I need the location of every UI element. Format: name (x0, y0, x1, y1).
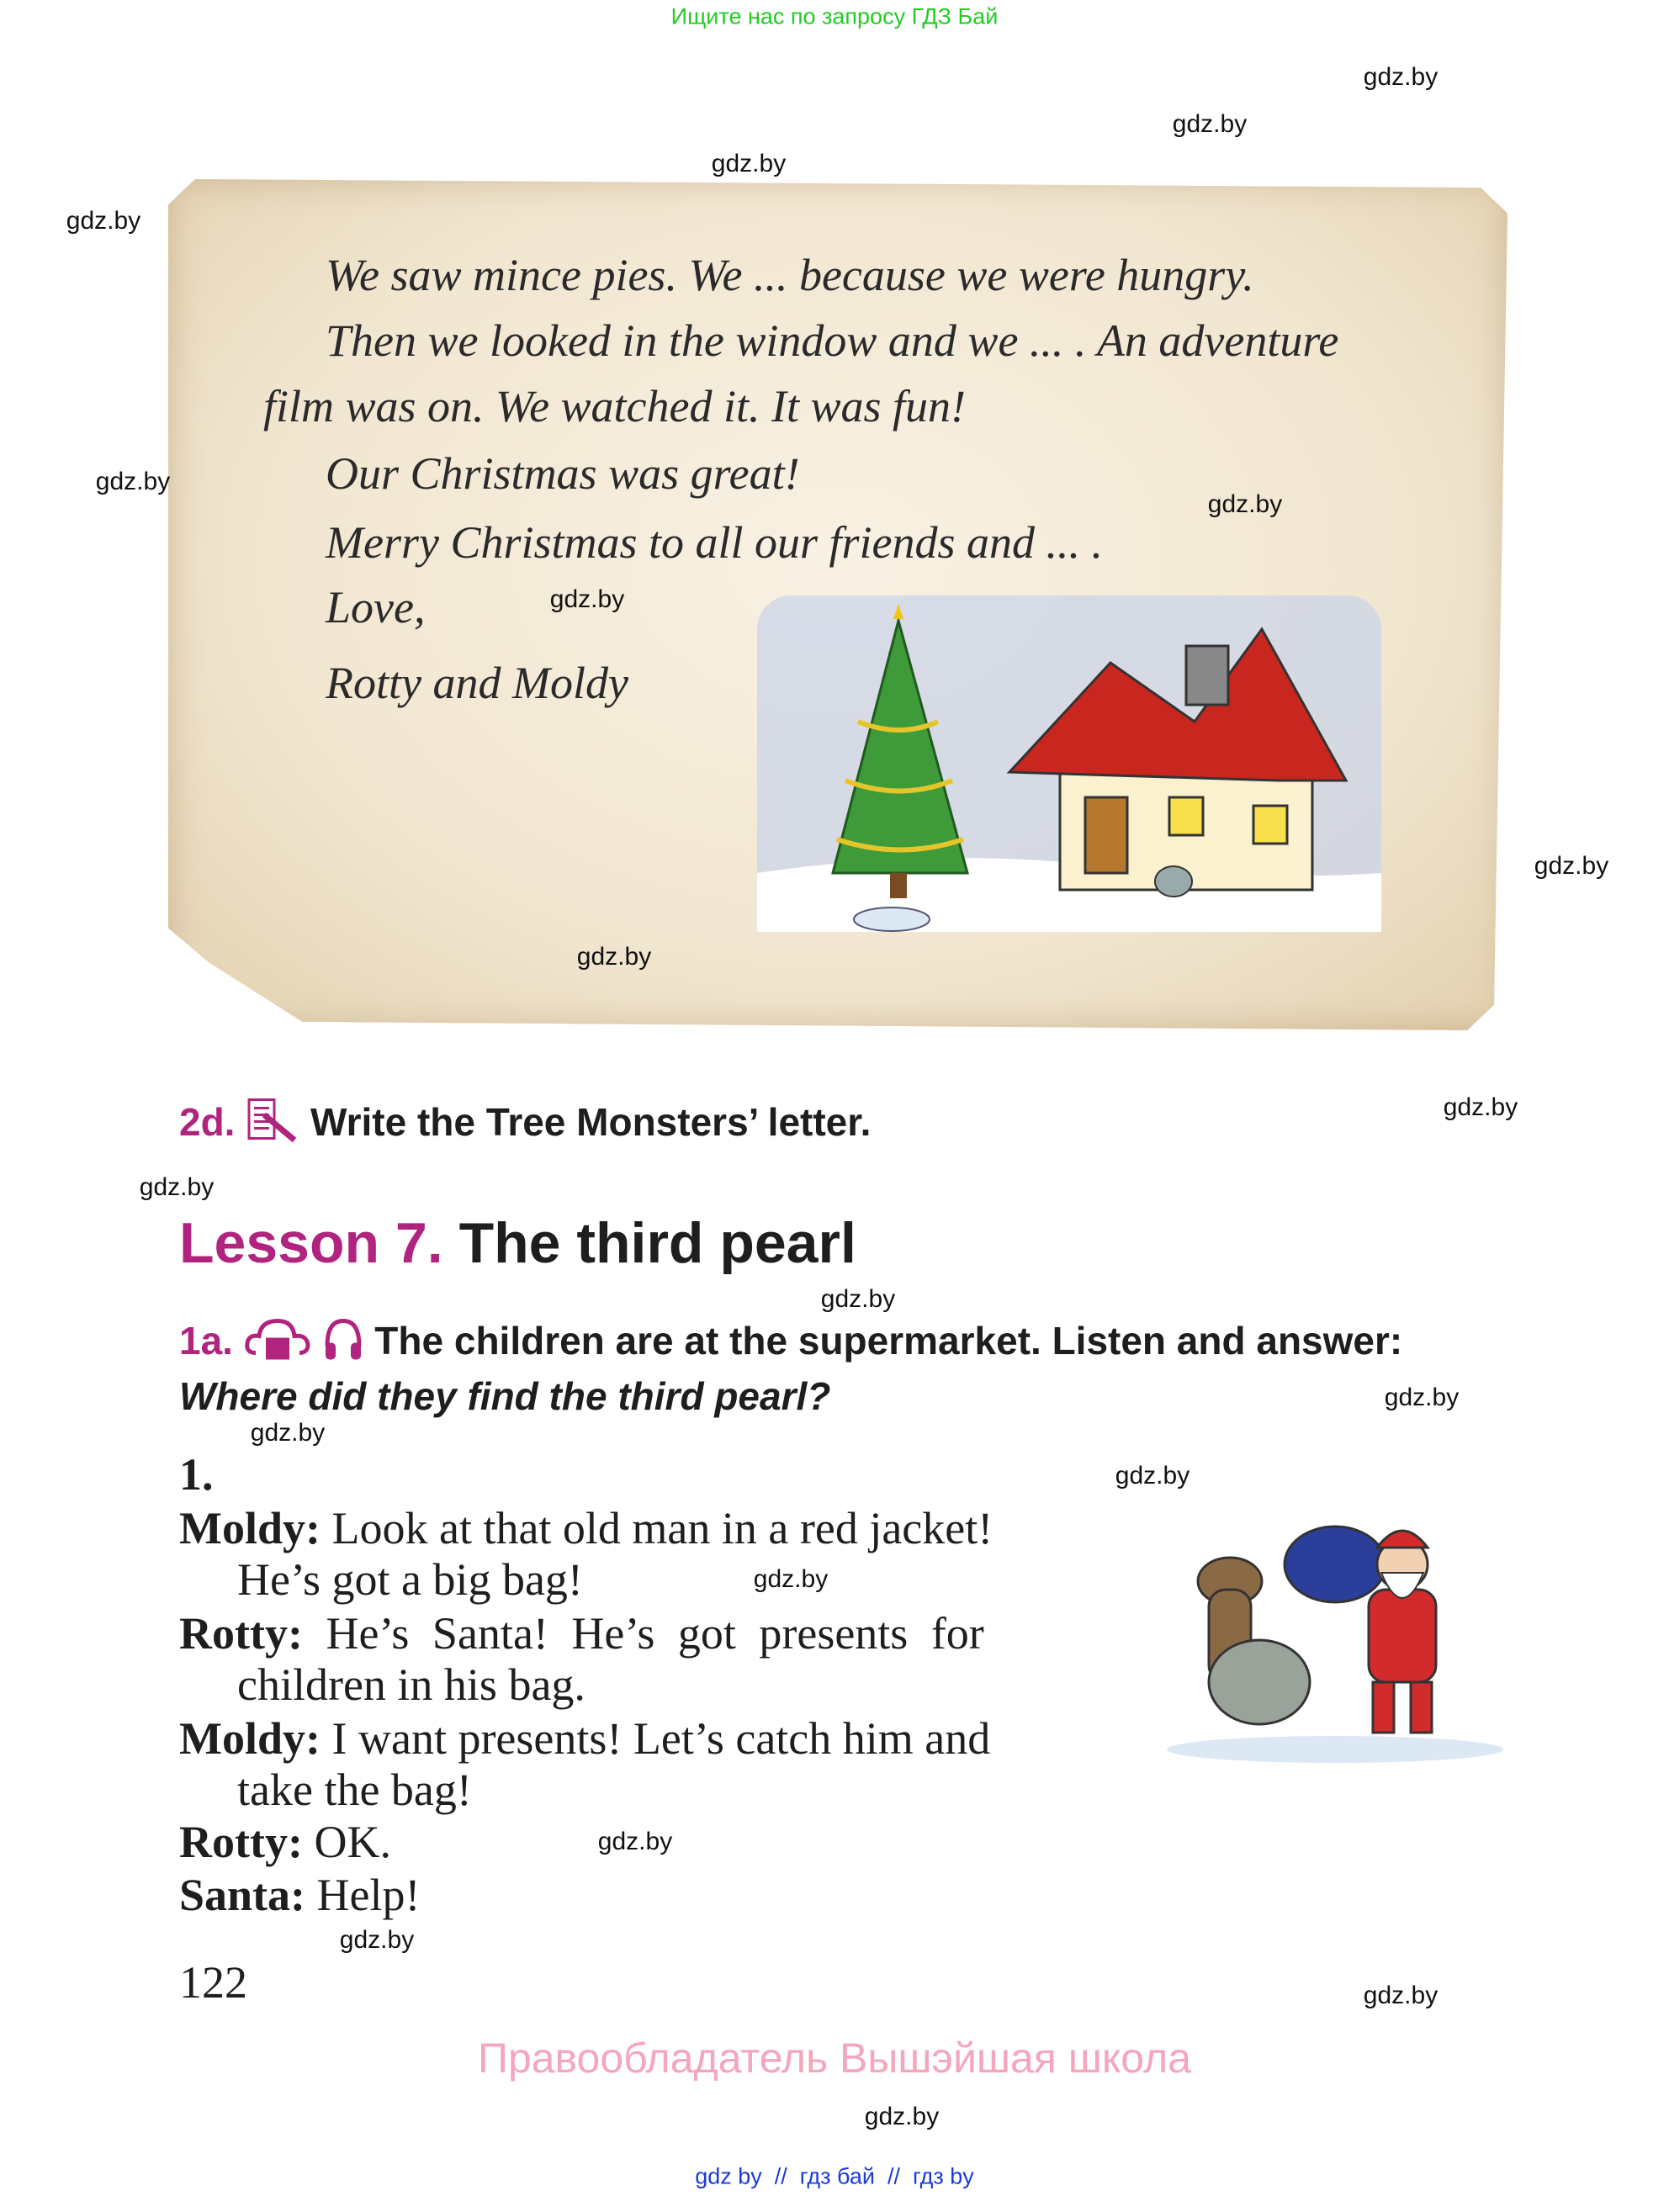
task-1a (179, 1316, 1402, 1373)
lesson-title: The third pearl (458, 1211, 856, 1275)
watermark: gdz.by (139, 1173, 215, 1201)
line-text: OK. (302, 1817, 391, 1867)
santa-and-monsters-illustration (1150, 1514, 1507, 1766)
dialogue-line (179, 1504, 993, 1553)
watermark: gdz.by (1363, 63, 1439, 91)
letter-signature: Rotty and Moldy (326, 658, 628, 708)
line-text: Look at that old man in a red jacket! (321, 1503, 993, 1553)
watermark: gdz.by (597, 1828, 673, 1855)
search-banner: Ищите нас по запросу ГДЗ Бай (670, 3, 999, 29)
watermark: gdz.by (1207, 490, 1283, 518)
watermark: gdz.by (820, 1285, 896, 1313)
watermark: gdz.by (711, 150, 787, 177)
dialogue-number: 1. (179, 1449, 214, 1500)
christmas-house-illustration (757, 595, 1381, 932)
lesson-heading (179, 1210, 856, 1276)
dialogue-line: take the bag! (237, 1765, 472, 1815)
copyright-notice: Правообладатель Вышэйшая школа (478, 2035, 1191, 2082)
speaker: Rotty: (179, 1608, 303, 1659)
cloud-folder-icon (244, 1316, 311, 1373)
watermark: gdz.by (753, 1565, 829, 1593)
page-number: 122 (179, 1957, 247, 2008)
letter-line: Love, (326, 582, 426, 632)
line-text: He’s Santa! He’s got presents for (302, 1608, 984, 1659)
letter-line: Merry Christmas to all our friends and ... . (326, 517, 1104, 568)
task-text: The children are at the supermarket. Listen and answer: (374, 1319, 1403, 1363)
task-text: Write the Tree Monsters’ letter. (310, 1100, 872, 1145)
task-2d (179, 1098, 871, 1153)
watermark: gdz.by (1534, 852, 1609, 880)
dialogue-line (179, 1714, 990, 1763)
watermark: gdz.by (95, 468, 171, 495)
watermark: gdz.by (549, 585, 625, 613)
speaker: Rotty: (179, 1817, 303, 1867)
letter-line: We saw mince pies. We ... because we were hungry. (326, 250, 1254, 300)
dialogue-line: children in his bag. (237, 1659, 585, 1710)
watermark: gdz.by (1363, 1982, 1439, 2009)
watermark: gdz.by (576, 943, 652, 971)
watermark: gdz.by (1384, 1384, 1460, 1411)
dialogue-line (179, 1871, 420, 1919)
footer-links[interactable]: gdz by // гдз бай // гдз by (695, 2163, 974, 2189)
task-number: 1a. (179, 1319, 233, 1363)
lesson-label: Lesson 7. (179, 1211, 443, 1275)
watermark: gdz.by (1172, 110, 1248, 138)
task-question: Where did they find the third pearl? (179, 1374, 831, 1418)
headphones-icon (322, 1316, 364, 1373)
speaker: Moldy: (179, 1503, 321, 1553)
line-text: Help! (305, 1870, 421, 1920)
watermark: gdz.by (864, 2103, 940, 2130)
task-number: 2d. (179, 1100, 236, 1145)
watermark: gdz.by (339, 1926, 415, 1954)
watermark: gdz.by (1115, 1462, 1190, 1490)
watermark: gdz.by (250, 1419, 326, 1447)
dialogue-line (179, 1818, 391, 1866)
speaker: Santa: (179, 1870, 306, 1920)
speaker: Moldy: (179, 1713, 321, 1764)
letter-line: Then we looked in the window and we ... . An adventure (326, 315, 1339, 366)
watermark: gdz.by (1443, 1093, 1518, 1121)
write-pencil-icon (246, 1098, 299, 1153)
dialogue-line (179, 1609, 984, 1658)
line-text: I want presents! Let’s catch him and (321, 1713, 991, 1764)
letter-line: film was on. We watched it. It was fun! (263, 381, 966, 431)
letter-line: Our Christmas was great! (326, 448, 800, 499)
dialogue-line: He’s got a big bag! (237, 1554, 583, 1605)
watermark: gdz.by (66, 207, 141, 235)
